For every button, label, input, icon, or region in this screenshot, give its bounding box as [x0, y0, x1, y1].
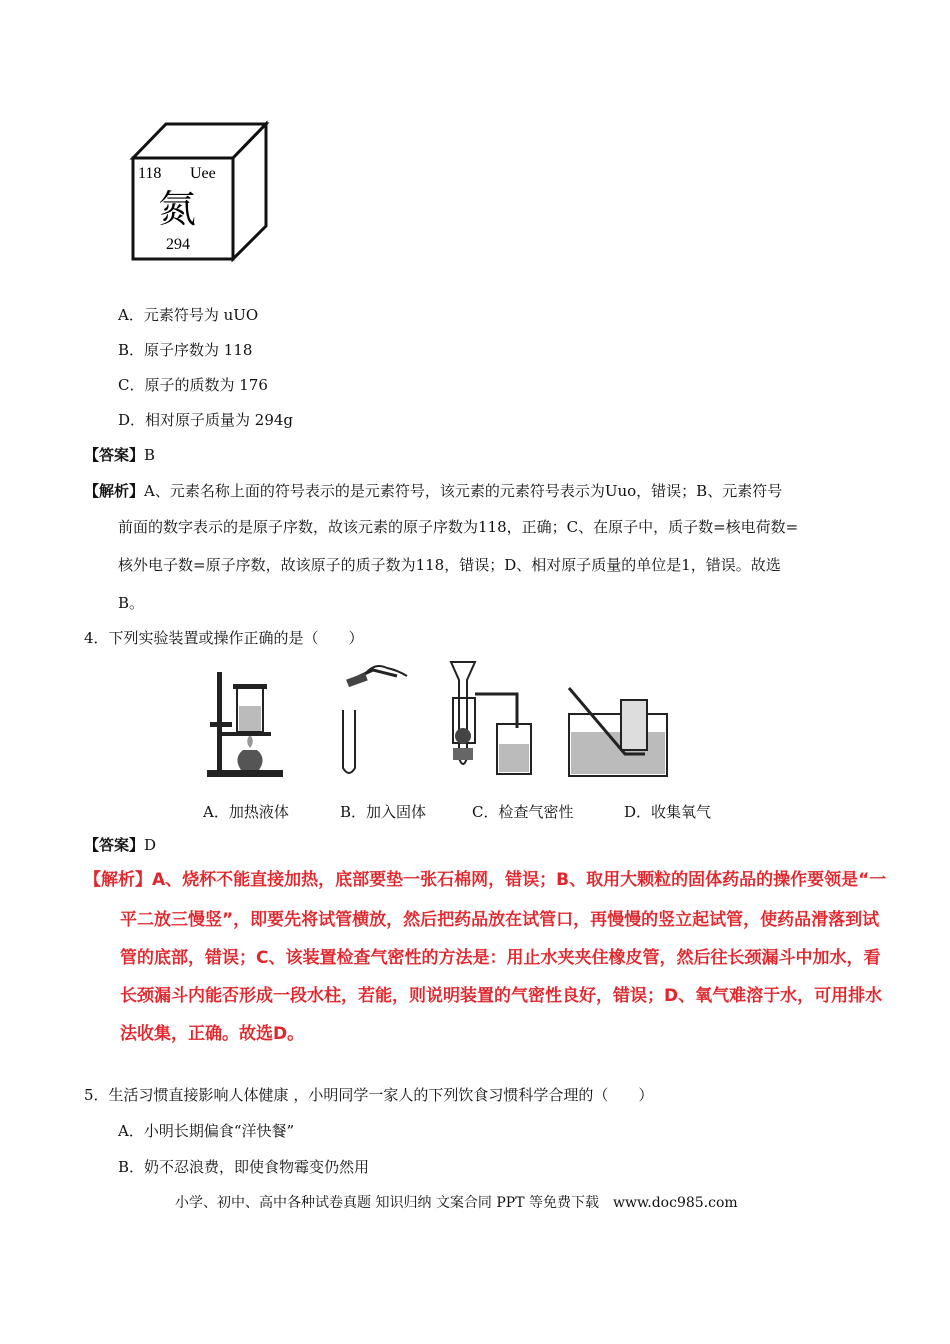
q4-caption-c: C．检查气密性 [472, 803, 574, 821]
atomic-number: 118 [138, 165, 162, 182]
q5-stem: 5．生活习惯直接影响人体健康 ，小明同学一家人的下列饮食习惯科学合理的（ ） [84, 1086, 654, 1104]
apparatus-b-adding-solid [335, 660, 415, 780]
q3-option-a: A．元素符号为 uUO [118, 306, 259, 324]
footer-text: 小学、初中、高中各种试卷真题 知识归纳 文案合同 PPT 等免费下载 www.doc985.com [175, 1195, 738, 1211]
q3-answer-tag: 【答案】 [84, 446, 145, 464]
q4-caption-d: D．收集氧气 [624, 803, 712, 821]
q4-answer-value: D [144, 836, 157, 854]
element-name: 氮 [158, 189, 197, 231]
q5-option-b: B．奶不忍浪费，即使食物霉变仍然用 [118, 1158, 370, 1176]
q3-analysis-line-2: 前面的数字表示的是原子序数，故该元素的原子序数为118，正确；C、在原子中，质子数=核电荷数= [118, 518, 799, 536]
q4-answer-tag: 【答案】 [84, 836, 145, 854]
element-symbol: Uee [190, 165, 216, 182]
q3-option-b: B．原子序数为 118 [118, 341, 253, 359]
q4-caption-a: A．加热液体 [203, 803, 289, 821]
q3-answer-value: B [144, 446, 156, 464]
apparatus-c-airtightness [445, 658, 535, 778]
q3-analysis-line-3: 核外电子数=原子序数，故该原子的质子数为118，错误；D、相对原子质量的单位是1，错误。故选 [118, 556, 781, 574]
q4-analysis-line-5: 法收集，正确。故选D。 [120, 1024, 305, 1044]
q4-stem: 4．下列实验装置或操作正确的是（ ） [84, 629, 364, 647]
q4-analysis-line-3: 管的底部，错误；C、该装置检查气密性的方法是：用止水夹夹住橡皮管，然后往长颈漏斗中加水，看 [120, 948, 881, 968]
q3-answer [84, 445, 155, 465]
q4-analysis-line-1: 【解析】A、烧杯不能直接加热，底部要垫一张石棉网，错误；B、取用大颗粒的固体药品的操作要领是“一 [84, 870, 887, 890]
q5-option-a: A．小明长期偏食“洋快餐” [118, 1122, 295, 1140]
q4-answer [84, 835, 156, 855]
q3-option-d: D．相对原子质量为 294g [118, 411, 294, 429]
q3-analysis-line-1: 【解析】A、元素名称上面的符号表示的是元素符号，该元素的元素符号表示为Uuo，错误；B、元素符号 [84, 482, 783, 500]
q3-analysis-tag: 【解析】 [84, 482, 145, 500]
q4-analysis-line-4: 长颈漏斗内能否形成一段水柱，若能，则说明装置的气密性良好，错误；D、氧气难溶于水，可用排水 [120, 986, 883, 1006]
apparatus-d-collecting-oxygen [565, 680, 675, 780]
q4-caption-b: B．加入固体 [340, 803, 427, 821]
q4-analysis-tag: 【解析】 [84, 870, 152, 890]
apparatus-a-heating-liquid [205, 660, 285, 780]
atomic-mass: 294 [166, 236, 190, 253]
element-tile [128, 120, 270, 262]
q4-analysis-line-2: 平二放三慢竖”，即要先将试管横放，然后把药品放在试管口，再慢慢的竖立起试管，使药品滑落到试 [120, 910, 880, 930]
q3-option-c: C．原子的质数为 176 [118, 376, 268, 394]
q3-analysis-line-4: B。 [118, 594, 145, 612]
